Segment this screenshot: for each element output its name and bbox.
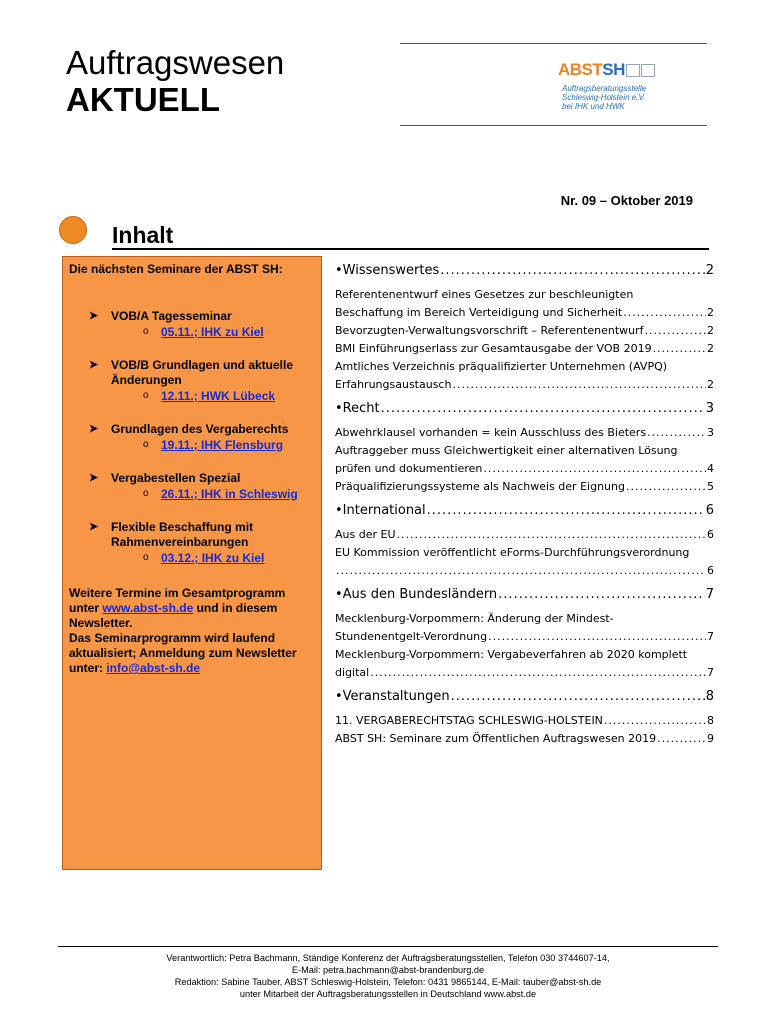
toc-entry-label: digital xyxy=(335,666,370,679)
toc-leader xyxy=(645,322,706,340)
seminar-date-link[interactable]: 19.11.; IHK Flensburg xyxy=(161,438,284,452)
logo-sub-line: Schleswig-Holstein e.V. xyxy=(562,93,646,103)
toc-entry-label: 11. VERGABERECHTSTAG SCHLESWIG-HOLSTEIN xyxy=(335,714,603,727)
seminar-name: VOB/B Grundlagen und aktuelle Änderungen xyxy=(111,358,294,387)
circle-bullet-icon: o xyxy=(143,552,149,563)
toc-leader xyxy=(336,562,706,580)
toc-entry-label: •Wissenswertes xyxy=(335,263,440,278)
footer-line: Redaktion: Sabine Tauber, ABST Schleswig-Holstein, Telefon: 0431 9865144, E-Mail: tauber@abst-sh.de xyxy=(174,977,602,987)
arrow-bullet-icon: ➤ xyxy=(89,359,99,371)
circle-bullet-icon: o xyxy=(143,326,149,337)
toc-leader xyxy=(440,262,704,280)
toc-entry[interactable] xyxy=(335,544,714,580)
circle-bullet-icon: o xyxy=(143,488,149,499)
seminar-date-link[interactable]: 03.12.; IHK zu Kiel xyxy=(161,551,265,565)
toc-entry-label: Aus der EU xyxy=(335,528,396,541)
title-line-1: Auftragswesen xyxy=(66,44,285,81)
toc-leader xyxy=(604,712,706,730)
toc-leader xyxy=(647,424,706,442)
circle-bullet-icon: o xyxy=(143,390,149,401)
table-of-contents xyxy=(335,262,714,748)
toc-entry-label: Bevorzugten-Verwaltungsvorschrift – Referentenentwurf xyxy=(335,324,644,337)
toc-leader xyxy=(452,376,706,394)
toc-page-number: 7 xyxy=(707,666,714,679)
seminar-name: Grundlagen des Vergaberechts xyxy=(111,422,289,436)
section-title: Inhalt xyxy=(112,222,174,248)
toc-entry-line: Auftraggeber muss Gleichwertigkeit einer alternativen Lösung xyxy=(335,444,678,457)
logo-box-icon xyxy=(641,64,655,77)
toc-page-number: 7 xyxy=(707,630,714,643)
toc-entry-label: Abwehrklausel vorhanden = kein Ausschluss des Bieters xyxy=(335,426,647,439)
toc-entry-line: EU Kommission veröffentlicht eForms-Durchführungsverordnung xyxy=(335,546,690,559)
toc-section[interactable] xyxy=(335,400,714,418)
toc-entry-label: ABST SH: Seminare zum Öffentlichen Auftragswesen 2019 xyxy=(335,732,657,745)
website-link[interactable]: www.abst-sh.de xyxy=(102,601,194,615)
logo-abst: ABST xyxy=(558,60,603,79)
toc-entry-line: Mecklenburg-Vorpommern: Vergabeverfahren ab 2020 komplett xyxy=(335,648,688,661)
toc-section[interactable] xyxy=(335,502,714,520)
toc-entry-label: •Aus den Bundesländern xyxy=(335,587,498,602)
logo-sub-line: Auftragsberatungsstelle xyxy=(562,84,647,93)
toc-page-number: 7 xyxy=(705,587,714,602)
logo-subtitle xyxy=(562,84,688,112)
email-link[interactable]: info@abst-sh.de xyxy=(106,661,201,675)
arrow-bullet-icon: ➤ xyxy=(89,310,99,322)
logo-sub-line: bei IHK und HWK xyxy=(562,102,625,112)
toc-leader xyxy=(657,730,706,748)
arrow-bullet-icon: ➤ xyxy=(89,423,99,435)
toc-leader xyxy=(653,340,706,358)
toc-leader xyxy=(397,526,707,544)
toc-page-number: 8 xyxy=(707,714,714,727)
orange-dot-icon xyxy=(59,216,87,244)
toc-page-number: 8 xyxy=(705,689,714,704)
toc-section[interactable] xyxy=(335,586,714,604)
arrow-bullet-icon: ➤ xyxy=(89,472,99,484)
logo-top-rule-right xyxy=(520,43,707,44)
toc-entry[interactable] xyxy=(335,358,714,394)
logo-mark xyxy=(558,60,688,80)
toc-entry-label: prüfen und dokumentieren xyxy=(335,462,483,475)
toc-entry-label: Beschaffung im Bereich Verteidigung und Sicherheit xyxy=(335,306,623,319)
toc-page-number: 6 xyxy=(707,564,714,577)
footer-line: unter Mitarbeit der Auftragsberatungsstellen in Deutschland www.abst.de xyxy=(239,989,537,999)
toc-entry[interactable] xyxy=(335,424,714,442)
arrow-bullet-icon: ➤ xyxy=(89,521,99,533)
logo-bottom-rule xyxy=(400,125,707,126)
toc-entry-label: •Recht xyxy=(335,401,380,416)
logo-box-icon xyxy=(626,64,640,77)
seminar-list xyxy=(69,309,315,566)
newsletter-title xyxy=(66,46,284,116)
toc-entry[interactable] xyxy=(335,526,714,544)
seminar-date-link[interactable]: 05.11.; IHK zu Kiel xyxy=(161,325,264,339)
seminar-item xyxy=(69,422,315,453)
toc-leader xyxy=(623,304,706,322)
footer-rule xyxy=(58,946,718,947)
toc-entry-line: Referentenentwurf eines Gesetzes zur beschleunigten xyxy=(335,288,634,301)
toc-entry[interactable] xyxy=(335,286,714,322)
toc-entry[interactable] xyxy=(335,322,714,340)
toc-page-number: 9 xyxy=(707,732,714,745)
more-text: Weitere Termine im Gesamtprogramm unter xyxy=(69,586,286,615)
footer xyxy=(58,952,718,1000)
toc-entry-line: Mecklenburg-Vorpommern: Änderung der Mindest- xyxy=(335,612,614,625)
toc-leader xyxy=(381,400,705,418)
seminar-name: Flexible Beschaffung mit Rahmenvereinbarungen xyxy=(111,520,254,549)
toc-leader xyxy=(488,628,706,646)
footer-line: Verantwortlich: Petra Bachmann, Ständige Konferenz der Auftragsberatungsstellen, Telefon 030 3744607-14, xyxy=(166,953,610,963)
toc-page-number: 4 xyxy=(707,462,714,475)
seminar-item xyxy=(69,520,315,566)
toc-page-number: 6 xyxy=(707,528,714,541)
circle-bullet-icon: o xyxy=(143,439,149,450)
toc-leader xyxy=(626,478,706,496)
seminar-date-link[interactable]: 26.11.; IHK in Schleswig xyxy=(161,487,298,501)
toc-entry-label: Stundenentgelt-Verordnung xyxy=(335,630,488,643)
toc-entry-label: •International xyxy=(335,503,426,518)
toc-page-number: 2 xyxy=(705,263,714,278)
toc-leader xyxy=(427,502,705,520)
toc-leader xyxy=(483,460,706,478)
sidebar-more-info xyxy=(69,586,315,676)
seminar-item xyxy=(69,471,315,502)
toc-entry[interactable] xyxy=(335,730,714,748)
toc-section[interactable] xyxy=(335,688,714,706)
more-text: und in diesem Newsletter. xyxy=(69,601,278,630)
toc-section[interactable] xyxy=(335,262,714,280)
toc-page-number: 2 xyxy=(707,378,714,391)
issue-number: Nr. 09 – Oktober 2019 xyxy=(560,193,693,208)
toc-page-number: 2 xyxy=(707,324,714,337)
toc-page-number: 3 xyxy=(707,426,714,439)
seminar-name: VOB/A Tagesseminar xyxy=(111,309,232,323)
toc-entry-label: •Veranstaltungen xyxy=(335,689,450,704)
toc-leader xyxy=(370,664,706,682)
toc-entry[interactable] xyxy=(335,478,714,496)
toc-entry[interactable] xyxy=(335,610,714,646)
footer-line: E-Mail: petra.bachmann@abst-brandenburg.de xyxy=(291,965,485,975)
toc-leader xyxy=(498,586,705,604)
toc-entry[interactable] xyxy=(335,646,714,682)
logo-sh: SH xyxy=(602,60,625,79)
toc-entry[interactable] xyxy=(335,442,714,478)
toc-page-number: 3 xyxy=(705,401,714,416)
sidebar-heading: Die nächsten Seminare der ABST SH: xyxy=(69,262,283,276)
seminar-name: Vergabestellen Spezial xyxy=(111,471,241,485)
toc-leader xyxy=(451,688,705,706)
section-rule xyxy=(112,248,709,250)
toc-page-number: 2 xyxy=(707,306,714,319)
seminar-item xyxy=(69,358,315,404)
abst-sh-logo xyxy=(558,60,688,112)
toc-entry[interactable] xyxy=(335,712,714,730)
title-line-2: AKTUELL xyxy=(66,81,220,118)
toc-entry[interactable] xyxy=(335,340,714,358)
toc-entry-label: BMI Einführungserlass zur Gesamtausgabe der VOB 2019 xyxy=(335,342,652,355)
toc-entry-line: Amtliches Verzeichnis präqualifizierter Unternehmen (AVPQ) xyxy=(335,360,668,373)
toc-entry-label: Erfahrungsaustausch xyxy=(335,378,452,391)
toc-page-number: 6 xyxy=(705,503,714,518)
seminar-item xyxy=(69,309,315,340)
more-text: Das Seminarprogramm wird laufend aktualisiert; Anmeldung zum Newsletter unter: xyxy=(69,631,297,675)
toc-page-number: 5 xyxy=(707,480,714,493)
seminar-date-link[interactable]: 12.11.; HWK Lübeck xyxy=(161,389,276,403)
seminar-sidebar xyxy=(62,256,322,870)
logo-top-rule xyxy=(400,43,520,44)
toc-page-number: 2 xyxy=(707,342,714,355)
toc-entry-label: Präqualifizierungssysteme als Nachweis der Eignung xyxy=(335,480,625,493)
